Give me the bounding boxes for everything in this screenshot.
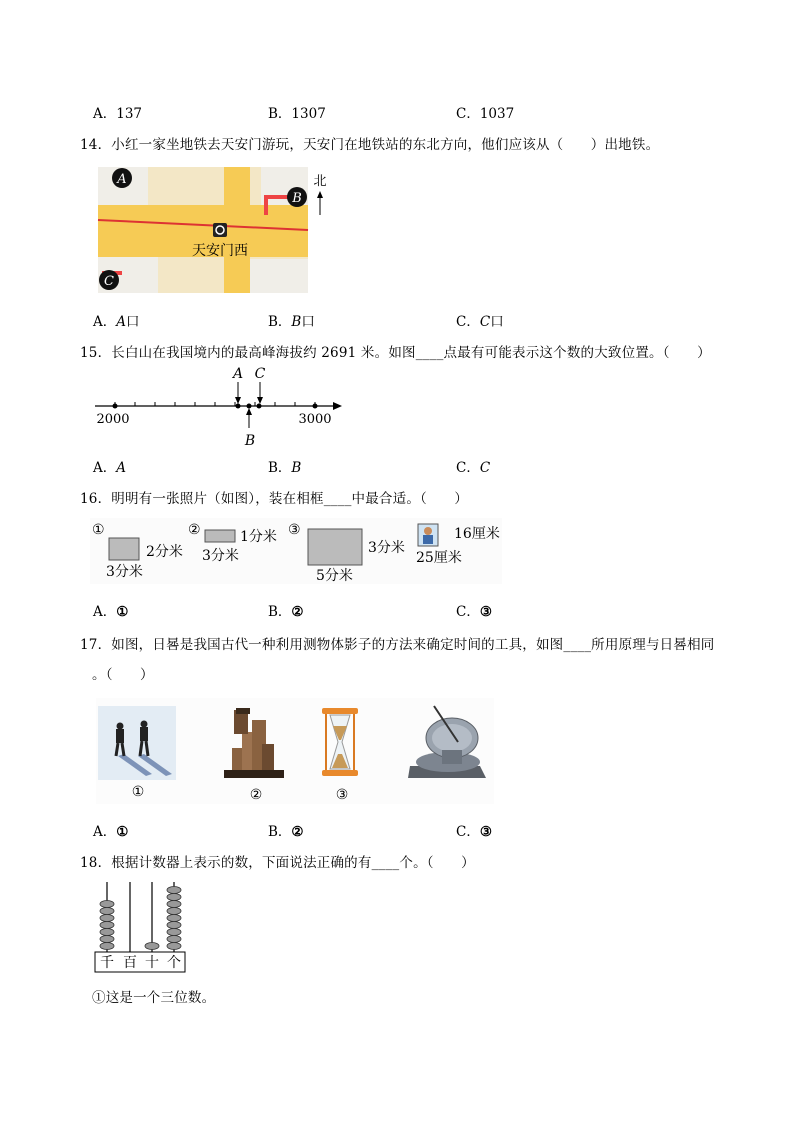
q17-question-line2: 。（ ） bbox=[92, 667, 154, 683]
q18-abacus bbox=[92, 878, 192, 974]
q15-question: 15．长白山在我国境内的最高峰海拔约 2691 米。如图____点最有可能表示这个数的大致位置。（ ） bbox=[80, 345, 711, 361]
abacus-label-ones: 个 bbox=[167, 955, 181, 971]
caption-2: ② bbox=[249, 787, 263, 803]
subway-station-icon bbox=[213, 223, 227, 237]
abacus-label-thousands: 千 bbox=[100, 955, 114, 971]
q17-option-a[interactable]: A．① bbox=[93, 824, 129, 840]
start-label: 2000 bbox=[96, 412, 130, 427]
north-label: 北 bbox=[313, 174, 327, 189]
q14-option-c[interactable]: C．C口 bbox=[456, 314, 504, 330]
point-a-label: A bbox=[232, 366, 244, 382]
frame-3-height: 3分米 bbox=[368, 540, 405, 556]
q14-option-a[interactable]: A．A口 bbox=[93, 314, 140, 330]
abacus-tens-beads bbox=[145, 943, 159, 950]
frame-1-height: 2分米 bbox=[146, 544, 183, 560]
q17-option-b[interactable]: B．② bbox=[268, 824, 304, 840]
q18-question: 18．根据计数器上表示的数，下面说法正确的有____个。（ ） bbox=[80, 855, 475, 871]
exit-b-label: B bbox=[292, 191, 302, 206]
frame-2-number: ② bbox=[188, 522, 201, 538]
abacus-label-tens: 十 bbox=[145, 955, 159, 971]
caption-3: ③ bbox=[335, 787, 349, 803]
q16-option-c[interactable]: C．③ bbox=[456, 604, 492, 620]
q15-option-a[interactable]: A．A bbox=[93, 460, 126, 476]
abacus-thousands-beads bbox=[100, 901, 114, 950]
exit-a-label: A bbox=[117, 172, 127, 187]
q16-option-a[interactable]: A．① bbox=[93, 604, 129, 620]
photo-height: 16厘米 bbox=[454, 526, 500, 542]
q16-option-b[interactable]: B．② bbox=[268, 604, 304, 620]
frame-3-number: ③ bbox=[288, 522, 301, 538]
q14-subway-map bbox=[96, 167, 336, 295]
frame-2-width: 3分米 bbox=[202, 548, 239, 564]
frame-1-width: 3分米 bbox=[106, 564, 143, 580]
station-label: 天安门西 bbox=[192, 243, 248, 259]
q16-question: 16．明明有一张照片（如图），装在相框____中最合适。（ ） bbox=[80, 491, 469, 507]
q17-question-line1: 17．如图，日晷是我国古代一种利用测物体影子的方法来确定时间的工具，如图____所用原理与日晷相同 bbox=[80, 637, 715, 653]
q17-figure bbox=[96, 698, 494, 804]
abacus-label-hundreds: 百 bbox=[123, 955, 137, 971]
skiers-shadow-image bbox=[98, 706, 176, 780]
photo-width: 25厘米 bbox=[416, 550, 462, 566]
q17-option-c[interactable]: C．③ bbox=[456, 824, 492, 840]
frame-3-width: 5分米 bbox=[316, 568, 353, 584]
q16-frames-figure bbox=[90, 518, 502, 584]
point-c-label: C bbox=[254, 366, 266, 382]
q14-option-b[interactable]: B．B口 bbox=[268, 314, 315, 330]
point-b-label: B bbox=[244, 433, 256, 449]
q13-option-b[interactable]: B．1307 bbox=[268, 106, 326, 122]
caption-1: ① bbox=[131, 784, 145, 800]
q13-option-c[interactable]: C．1037 bbox=[456, 106, 515, 122]
abacus-ones-beads bbox=[167, 887, 181, 950]
frame-1-number: ① bbox=[92, 522, 105, 538]
end-label: 3000 bbox=[298, 412, 332, 427]
q15-option-c[interactable]: C．C bbox=[456, 460, 491, 476]
q14-question: 14．小红一家坐地铁去天安门游玩，天安门在地铁站的东北方向，他们应该从（ ）出地铁。 bbox=[80, 137, 660, 153]
exit-c-label: C bbox=[104, 274, 114, 289]
q15-option-b[interactable]: B．B bbox=[268, 460, 302, 476]
q15-number-line bbox=[90, 362, 350, 452]
q18-statement-1: ①这是一个三位数。 bbox=[92, 990, 216, 1006]
q13-option-a[interactable]: A．137 bbox=[93, 106, 143, 122]
photo-icon bbox=[418, 524, 438, 546]
frame-2-height: 1分米 bbox=[240, 529, 277, 545]
